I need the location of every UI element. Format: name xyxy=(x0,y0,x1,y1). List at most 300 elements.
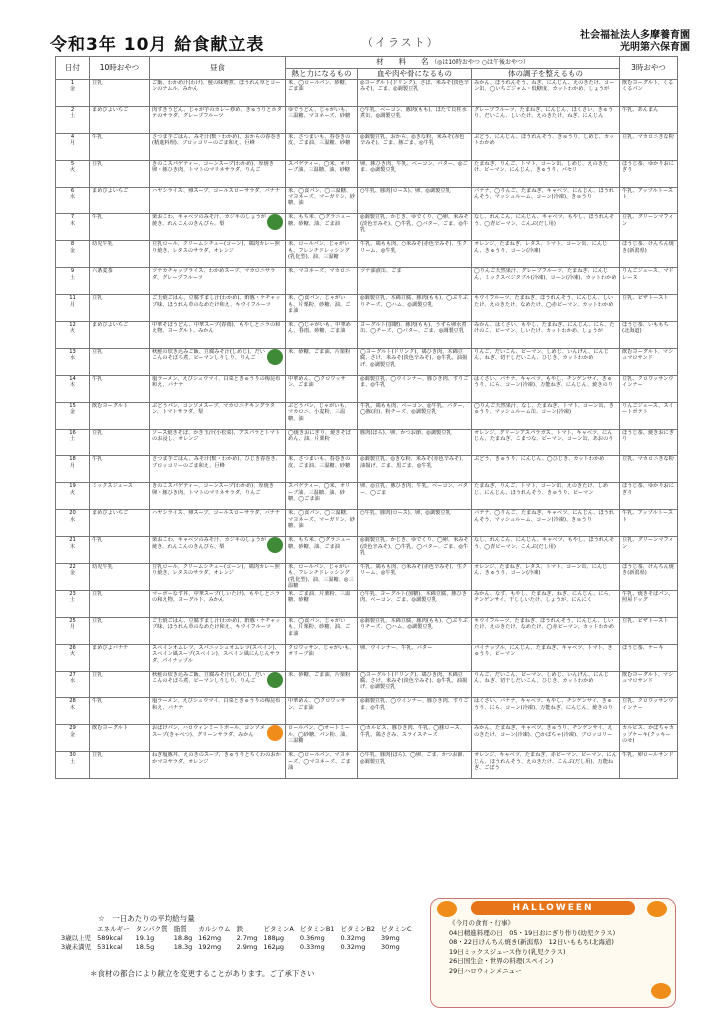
menu-row xyxy=(56,590,678,617)
snack10-cell-text: まめびよいちご xyxy=(92,187,129,194)
snack10-cell-text: 牛乳 xyxy=(92,375,103,382)
weekday: 火 xyxy=(69,651,76,658)
body-cell-text: はくさい、バナナ、キャベツ、もやし、チンゲンサイ、きゅうり、にら、コーン(冷凍)、万能ねぎ、にんじん、焼きのり xyxy=(474,375,613,389)
day-cell xyxy=(56,483,90,510)
snack3-cell-text: 豆乳、マカロニきな粉 xyxy=(622,133,674,140)
day-cell xyxy=(56,106,90,133)
energy-cell xyxy=(286,644,358,671)
energy-cell xyxy=(286,375,358,402)
blood-cell xyxy=(358,214,472,241)
blood-cell xyxy=(358,483,472,510)
energy-cell-text: 米、ロールパン、じゃがいも、フレンチドレッシング(乳化型)、油、三温糖、◎三温糖 xyxy=(288,564,354,590)
lunch-cell-text: ご玉焼ごはん、豆腐すまし汁(わかめ)、酢豚・ケチャップ味、ほうれん草のなめたけ和え、キウイフルーツ xyxy=(152,295,281,308)
day-cell xyxy=(56,698,90,725)
energy-cell xyxy=(286,214,358,241)
blood-cell xyxy=(358,402,472,429)
blood-cell-text: ◎調製豆乳、◯ウインナー、豚ひき肉、すりごま、◎牛乳 xyxy=(360,698,469,711)
menu-row xyxy=(56,187,678,214)
blood-cell-text: ○牛乳、豚肉(ばら)、◯卵、ごま、かつお節、◎調製豆乳 xyxy=(360,752,468,765)
body-cell xyxy=(472,725,620,752)
energy-cell-text: 米、◯食パン、じゃがいも、片栗粉、砂糖、油、ごま油 xyxy=(288,295,351,314)
body-cell xyxy=(472,752,620,779)
snack3-cell xyxy=(620,214,678,241)
weekday: 土 xyxy=(69,597,76,604)
snack3-cell-text: 豆乳、ピザトースト xyxy=(622,295,669,302)
snack3-cell-text: 飲むヨーグルト、くるくるパン xyxy=(622,80,674,93)
energy-cell xyxy=(286,564,358,591)
snack10-cell-text: まめびよいちご xyxy=(92,322,129,329)
energy-cell xyxy=(286,537,358,564)
body-cell-text: バナナ、◯りんご、たまねぎ、キャベツ、にんじん、ほうれんそう、マッシュルーム、コーン(冷凍)、きゅうり xyxy=(474,187,615,200)
energy-cell xyxy=(286,133,358,160)
body-cell-text: オレンジ、キャベツ、たまねぎ、赤ピーマン、ピーマン、にんじん、ほうれんそう、えのきたけ、こんぶ(だし用)、万能ねぎ、ごぼう xyxy=(474,752,617,772)
lunch-cell xyxy=(150,725,286,752)
snack10-cell xyxy=(90,590,150,617)
energy-cell-text: 中華めん、◯クロワッサン、ごま油 xyxy=(288,375,346,389)
snack10-cell xyxy=(90,80,150,107)
snack10-cell xyxy=(90,725,150,752)
energy-cell-text: 米、◯ロールパン、マヨネーズ、◯マヨネーズ、ごま油 xyxy=(288,752,351,772)
date-number: 6 xyxy=(70,187,75,194)
blood-cell xyxy=(358,590,472,617)
lunch-cell-text: きのこスパゲティー、コーンスープ(わかめ)、厚焼き卵・豚ひき肉、トマトのマリネサラダ、りんご xyxy=(152,160,274,174)
menu-row xyxy=(56,725,678,752)
lunch-cell-text: 豆乳ロール、クリームシチュー(コーン)、鶏肉カレー照り焼き、レタスのサラダ、オレンジ xyxy=(152,564,280,577)
body-cell xyxy=(472,456,620,483)
date-number: 5 xyxy=(70,160,75,167)
day-cell xyxy=(56,644,90,671)
snack10-cell-text: ミックスジュース xyxy=(92,483,133,490)
snack3-cell xyxy=(620,617,678,644)
day-cell xyxy=(56,617,90,644)
snack10-cell xyxy=(90,268,150,295)
lunch-cell xyxy=(150,752,286,779)
energy-cell-text: 米、さつまいも、春巻きの皮、ごま油、三温糖、砂糖 xyxy=(288,133,351,147)
snack10-cell-text: 幼児牛乳 xyxy=(92,241,113,248)
lunch-cell-text: マーボーなす丼、中華スープ(しいたけ)、もやしとニラの和え物、ヨーグルト、みかん xyxy=(152,590,281,604)
date-number: 19 xyxy=(69,483,76,490)
lunch-cell xyxy=(150,617,286,644)
date-number: 21 xyxy=(69,537,76,544)
lunch-cell-text: 栗おこわ、キャベツのみそ汁、カジキのしょうが焼き、れんこんのきんぴら、梨 xyxy=(152,537,266,550)
body-cell xyxy=(472,590,620,617)
snack3-cell xyxy=(620,510,678,537)
blood-cell-text: ○牛乳、ヨーグルト(加糖)、木綿豆腐、豚ひき肉、ベーコン、ごま、◎調製豆乳 xyxy=(360,590,467,604)
blood-cell-text: ヨーグルト(加糖)、豚肉(もも)、うずら卵水煮缶、◯チーズ、◯バター、ごま、◎調製豆乳 xyxy=(360,322,467,335)
snack3-cell xyxy=(620,698,678,725)
energy-cell xyxy=(286,590,358,617)
weekday: 月 xyxy=(69,462,76,469)
blood-cell-text: ◯カルピス、豚ひき肉、牛乳、◯豚ロース、牛乳、鶏ささみ、スライスチーズ xyxy=(360,725,466,738)
energy-cell-text: 米、砂糖、ごま油、片栗粉 xyxy=(288,348,351,355)
menu-row xyxy=(56,268,678,295)
body-cell xyxy=(472,295,620,322)
lunch-cell xyxy=(150,241,286,268)
energy-cell-text: 米、◯食パン、じゃがいも、片栗粉、砂糖、油、ごま油 xyxy=(288,617,351,637)
snack3-cell-text: ほうじ茶、ゆかりおにぎり xyxy=(622,483,674,496)
blood-cell xyxy=(358,456,472,483)
snack3-cell xyxy=(620,106,678,133)
energy-cell-text: 米、◯食パン、◯三温糖、マヨネーズ、マーガリン、砂糖、油 xyxy=(288,187,355,207)
blood-cell-text: 卵、豚ひき肉、牛乳、ベーコン、バター、◎ごま、◎調製豆乳 xyxy=(360,160,468,174)
energy-cell xyxy=(286,725,358,752)
body-cell xyxy=(472,268,620,295)
snack3-cell xyxy=(620,187,678,214)
body-cell-text: なし、れんこん、にんじん、キャベツ、もやし、ほうれんそう、◯青ピーマン、こんぶ(だし用) xyxy=(474,537,615,550)
nutrient-value: 18.3g xyxy=(173,943,193,951)
energy-cell-text: 米、もち米、◯グラニュー糖、砂糖、油、ごま油 xyxy=(288,537,351,550)
blood-cell-text: ◎調製豆乳、かじき、ゆでくり、◯卵、米みそ(淡色辛みそ)、◯牛乳、◯バター、ごま、◎牛乳 xyxy=(360,214,469,234)
summary-heading: ☆ 一日あたりの平均給与量 xyxy=(98,914,195,923)
blood-cell-text: 牛乳、鶏もも肉、○米みそ(赤色辛みそ)、生クリーム、◎牛乳 xyxy=(360,241,468,254)
body-cell-text: グレープフルーツ、たまねぎ、にんじん、ほくさい、きゅうり、だいこん、しいたけ、えのきたけ、ねぎ、にんじん xyxy=(474,106,614,120)
menu-table xyxy=(55,56,678,779)
menu-row xyxy=(56,456,678,483)
energy-cell xyxy=(286,671,358,698)
header-decoration: （イラスト） xyxy=(362,36,440,49)
row-label: 3歳以上児 xyxy=(61,934,92,942)
body-cell xyxy=(472,133,620,160)
snack10-cell-text: 豆乳 xyxy=(92,295,103,302)
snack3-cell xyxy=(620,537,678,564)
blood-cell-text: ◎調製豆乳、かじき、ゆでくり、◯卵、米みそ(淡色辛みそ)、◯牛乳、◯バター、ごま、◎牛乳 xyxy=(360,537,469,556)
energy-cell-text: ぶどうパン、じゃがいも、マカロニ、小麦粉、三温糖、油 xyxy=(288,402,350,422)
lunch-cell-text: 秋鮭の炊き込みご飯、豆腐みそ汁(しめじ)、だいこんのそぼろ煮、ピーマンしりしり、りんご xyxy=(152,348,265,362)
notice-text: ＊食材の都合により献立を変更することがあります。ご了承下さい xyxy=(90,969,315,978)
menu-row xyxy=(56,564,678,591)
weekday: 木 xyxy=(69,704,76,711)
energy-cell-text: 米、ごま油、片栗粉、三温糖、砂糖 xyxy=(288,590,351,604)
energy-cell-text: 米、◯ロールパン、砂糖、ごま油 xyxy=(288,80,350,93)
event-item: 19日ミックスジュース作り(乳児クラス) xyxy=(449,947,566,956)
events-list xyxy=(449,919,615,976)
date-number: 27 xyxy=(69,671,76,678)
menu-row xyxy=(56,671,678,698)
date-number: 25 xyxy=(69,617,76,624)
blood-cell-text: ○牛乳、ベーコン、豚肉(もも)、ほたて貝柱水煮缶、◎調製豆乳 xyxy=(360,106,467,120)
snack10-cell-text: 豆乳 xyxy=(92,752,103,759)
blood-cell xyxy=(358,617,472,644)
date-number: 28 xyxy=(69,698,76,705)
energy-cell xyxy=(286,752,358,779)
pumpkin-icon xyxy=(267,725,283,741)
blood-cell-text: 牛乳、鶏もも肉、○米みそ(赤色辛みそ)、生クリーム、◎牛乳 xyxy=(360,564,468,577)
nutrient-value: 18.5g xyxy=(135,943,155,951)
date-number: 11 xyxy=(69,295,76,302)
col-blood: 血や肉や骨になるもの xyxy=(358,69,472,80)
snack3-cell xyxy=(620,402,678,429)
energy-cell xyxy=(286,698,358,725)
body-cell-text: バナナ、◯りんご、たまねぎ、キャベツ、にんじん、ほうれんそう、マッシュルーム、コーン(冷凍)、きゅうり xyxy=(474,510,615,523)
body-cell-text: オレンジ、たまねぎ、レタス、トマト、コーン缶、にんじん、きゅうり、コーン(冷凍) xyxy=(474,564,608,577)
pumpkin-icon xyxy=(651,983,671,999)
snack10-cell xyxy=(90,644,150,671)
weekday: 月 xyxy=(69,624,76,631)
blood-cell xyxy=(358,241,472,268)
blood-cell-text: 卵、◎豆乳、豚ひき肉、牛乳、ベーコン、バター、◯ごま xyxy=(360,483,468,496)
energy-cell-text: 米、ロールパン、じゃがいも、フレンチドレッシング(乳化型)、油、三温糖 xyxy=(288,241,350,261)
energy-cell xyxy=(286,295,358,322)
energy-cell xyxy=(286,510,358,537)
snack10-cell xyxy=(90,510,150,537)
body-cell xyxy=(472,106,620,133)
weekday: 金 xyxy=(69,409,76,416)
nutrient-value: 162mg xyxy=(198,934,222,942)
blood-cell xyxy=(358,698,472,725)
menu-row xyxy=(56,295,678,322)
lunch-cell xyxy=(150,295,286,322)
nutrient-value: 0.36mg xyxy=(299,934,325,942)
ingredients-note: （◎は10時おやつ ○は午後おやつ） xyxy=(430,59,529,66)
menu-row xyxy=(56,375,678,402)
row-label: 3歳未満児 xyxy=(61,943,92,951)
lunch-cell xyxy=(150,698,286,725)
body-cell xyxy=(472,241,620,268)
energy-cell xyxy=(286,617,358,644)
nutrient-value: 188μg xyxy=(263,934,285,942)
day-cell xyxy=(56,537,90,564)
energy-cell xyxy=(286,187,358,214)
snack3-cell-text: ほうじ茶、ケーキ xyxy=(622,644,664,651)
day-cell xyxy=(56,322,90,349)
nutrient-value: 0.32mg xyxy=(340,934,366,942)
snack10-cell xyxy=(90,402,150,429)
weekday: 火 xyxy=(69,167,76,174)
snack10-cell-text: まめびよバナナ xyxy=(92,644,129,651)
lunch-cell xyxy=(150,402,286,429)
blood-cell-text: ◎調製豆乳、木綿豆腐、豚肉(もも)、◯ぶりぶりチーズ、◯ハム、◎調製豆乳 xyxy=(360,295,468,308)
day-cell xyxy=(56,752,90,779)
blood-cell-text: ○牛乳、豚肉(ロース)、卵、◎調製豆乳 xyxy=(360,187,451,194)
snack3-cell-text: りんごジュース、スイートポテト xyxy=(622,402,674,416)
snack3-cell xyxy=(620,295,678,322)
nutrient-value: 589kcal xyxy=(97,934,123,942)
body-cell-text: ◯りんご天然果汁、グレープフルーツ、たまねぎ、にんじん、ミックスベジタブル(冷凍)、コーン(冷凍)、カットわかめ xyxy=(474,268,617,281)
snack3-cell-text: 飲むヨーグルト、マシュマロサンド xyxy=(622,348,674,362)
nutrient-value: 0.32mg xyxy=(340,943,366,951)
lunch-cell xyxy=(150,187,286,214)
menu-row xyxy=(56,752,678,779)
energy-cell-text: ◯焼きおにぎり、焼きそばめん、油、片栗粉 xyxy=(288,429,351,442)
snack3-cell xyxy=(620,429,678,456)
energy-cell-text: ロールパン、◯オートミール、◯砂糖、パン粉、油、三温糖 xyxy=(288,725,351,745)
day-cell xyxy=(56,80,90,107)
event-item: 08・22日けんちん焼き(新潟県) 12日いももち(北海道) xyxy=(449,938,614,946)
snack3-cell xyxy=(620,752,678,779)
energy-cell-text: スパゲティー、◯米、オリーブ油、三温糖、油、砂糖、◯ごま油 xyxy=(288,483,351,503)
col-lunch: 昼食 xyxy=(150,57,286,80)
blood-cell xyxy=(358,295,472,322)
date-number: 22 xyxy=(69,564,76,571)
energy-cell xyxy=(286,268,358,295)
weekday: 木 xyxy=(69,382,76,389)
energy-cell xyxy=(286,241,358,268)
organization xyxy=(580,30,690,54)
day-cell xyxy=(56,456,90,483)
snack10-cell-text: 豆乳 xyxy=(92,429,103,436)
body-cell xyxy=(472,537,620,564)
pumpkin-icon xyxy=(437,901,457,917)
snack3-cell-text: 飲むヨーグルト、マシュマロサンド xyxy=(622,671,674,684)
menu-row xyxy=(56,214,678,241)
weekday: 水 xyxy=(69,516,76,523)
blood-cell xyxy=(358,429,472,456)
weekday: 水 xyxy=(69,355,76,362)
lunch-cell-text: ハヤシライス、卵スープ、コールスローサラダ、バナナ xyxy=(152,187,281,194)
nutrient-header: エネルギー xyxy=(97,925,130,933)
blood-cell-text: ツナ油漬缶、ごま xyxy=(360,268,402,275)
snack10-cell xyxy=(90,564,150,591)
body-cell xyxy=(472,375,620,402)
blood-cell-text: ◯ヨーグルト(ドリンク)、鶏ひき肉、木綿豆腐、さけ、米みそ(淡色辛みそ)、◎牛乳、油揚げ、◎調製豆乳 xyxy=(360,348,468,368)
snack10-cell-text: 幼児牛乳 xyxy=(92,564,113,571)
body-cell-text: たまねぎ、りんご、トマト、コーン缶、しめじ、えのきたけ、ピーマン、にんじん、きゅうり、パセリ xyxy=(474,160,609,174)
snack10-cell xyxy=(90,483,150,510)
day-cell xyxy=(56,348,90,375)
blood-cell xyxy=(358,133,472,160)
weekday: 土 xyxy=(69,113,76,120)
lunch-cell xyxy=(150,348,286,375)
snack10-cell-text: 牛乳 xyxy=(92,537,103,544)
nutrient-header: ビタミンB1 xyxy=(299,925,335,933)
menu-row xyxy=(56,322,678,349)
day-cell xyxy=(56,133,90,160)
energy-cell-text: 米、マヨネーズ、マカロニ xyxy=(288,268,351,275)
date-number: 30 xyxy=(69,752,76,759)
menu-row xyxy=(56,483,678,510)
snack3-cell xyxy=(620,268,678,295)
weekday: 土 xyxy=(69,435,76,442)
snack10-cell xyxy=(90,698,150,725)
body-cell xyxy=(472,698,620,725)
lunch-cell xyxy=(150,160,286,187)
blood-cell xyxy=(358,375,472,402)
lunch-cell-text: ハヤシライス、卵スープ、コールスローサラダ、バナナ xyxy=(152,510,281,517)
snack10-cell-text: 豆乳 xyxy=(92,590,103,597)
date-number: 2 xyxy=(70,106,75,113)
nutrient-header: 鉄 xyxy=(236,925,244,933)
events-box xyxy=(430,898,676,1008)
body-cell-text: ◯りんご天然果汁、なし、たまねぎ、トマト、コーン缶、きゅうり、マッシュルーム缶、コーン(冷凍) xyxy=(474,402,614,416)
body-cell-text: オレンジ、グリーンアスパラガス、トマト、キャベツ、にんじん、たまねぎ、こまつな、ピーマン、コーン缶、あおのり xyxy=(474,429,614,442)
snack3-cell xyxy=(620,322,678,349)
lunch-cell xyxy=(150,510,286,537)
weekday: 月 xyxy=(69,140,76,147)
body-cell xyxy=(472,617,620,644)
snack3-cell xyxy=(620,348,678,375)
snack10-cell-text: 飲むヨーグルト xyxy=(92,725,129,732)
snack3-cell xyxy=(620,241,678,268)
date-number: 18 xyxy=(69,456,76,463)
lunch-cell-text: きのこスパゲティー、コーンスープ(わかめ)、厚焼き卵・豚ひき肉、トマトのマリネサラダ、りんご xyxy=(152,483,274,496)
nutrient-header: ビタミンC xyxy=(381,925,412,933)
weekday: 金 xyxy=(69,570,76,577)
snack10-cell xyxy=(90,133,150,160)
energy-cell xyxy=(286,80,358,107)
ingredients-label: 材 料 名 xyxy=(376,57,429,66)
menu-row xyxy=(56,698,678,725)
snack3-cell xyxy=(620,671,678,698)
energy-cell xyxy=(286,322,358,349)
nutrition-summary xyxy=(58,914,418,952)
blood-cell-text: 卵、ウインナー、牛乳、バター xyxy=(360,644,433,651)
nutrient-value: 0.33mg xyxy=(299,943,325,951)
blood-cell xyxy=(358,348,472,375)
body-cell-text: ぶどう、にんじん、ほうれんそう、きゅうり、しめじ、カットわかめ xyxy=(474,133,615,147)
blood-cell-text: ○牛乳、豚肉(ロース)、卵、◎調製豆乳 xyxy=(360,510,451,517)
snack3-cell-text: 牛乳、あんまん xyxy=(622,106,659,113)
weekday: 火 xyxy=(69,489,76,496)
energy-cell-text: 中華めん、◯クロワッサン、ごま油 xyxy=(288,698,346,711)
body-cell xyxy=(472,564,620,591)
lunch-cell-text: 肉すきうどん、じゃが芋のカレー炒め、きゅうりとホタテのサラダ、グレープフルーツ xyxy=(152,106,282,120)
body-cell xyxy=(472,671,620,698)
nutrient-header: 脂質 xyxy=(173,925,187,933)
snack10-cell-text: 豆乳 xyxy=(92,671,103,678)
snack3-cell-text: 豆乳、グリーンマフィン xyxy=(622,537,674,550)
nutrient-value: 18.8g xyxy=(173,934,193,942)
lunch-cell xyxy=(150,590,286,617)
blood-cell-text: ◯ヨーグルト(ドリンク)、鶏ひき肉、木綿豆腐、さけ、米みそ(淡色辛みそ)、◎牛乳、油揚げ、◎調製豆乳 xyxy=(360,671,468,691)
menu-row xyxy=(56,510,678,537)
energy-cell-text: 米、もち米、◯グラニュー糖、砂糖、油、ごま油 xyxy=(288,214,351,227)
day-cell xyxy=(56,375,90,402)
lunch-cell xyxy=(150,133,286,160)
blood-cell xyxy=(358,644,472,671)
col-body: 体の調子を整えるもの xyxy=(472,69,620,80)
snack10-cell-text: 牛乳 xyxy=(92,214,103,221)
day-cell xyxy=(56,402,90,429)
vegetable-icon xyxy=(267,214,283,230)
snack3-cell-text: ほうじ茶、けんちん焼き(新潟県) xyxy=(622,564,674,577)
pumpkin-icon xyxy=(647,901,667,917)
body-cell xyxy=(472,348,620,375)
weekday: 土 xyxy=(69,274,76,281)
weekday: 金 xyxy=(69,731,76,738)
body-cell xyxy=(472,510,620,537)
lunch-cell xyxy=(150,268,286,295)
energy-cell-text: スパゲティー、◯米、オリーブ油、三温糖、油、砂糖 xyxy=(288,160,351,174)
snack3-cell xyxy=(620,644,678,671)
lunch-cell-text: 塩ラーメン、えびシュウマイ、白菜ときゅうりの梅昆布和え、バナナ xyxy=(152,375,281,389)
blood-cell xyxy=(358,510,472,537)
menu-row xyxy=(56,106,678,133)
menu-row xyxy=(56,617,678,644)
lunch-cell-text: スペインオムレツ、スパニッシュオムレツ(スペイン)、スペイン風スープ(スペイン)、スペイン風にんじんサラダ、パイナップル xyxy=(152,644,281,664)
lunch-cell xyxy=(150,106,286,133)
snack3-cell-text: ほうじ茶、焼きおにぎり xyxy=(622,429,674,442)
blood-cell xyxy=(358,80,472,107)
snack3-cell xyxy=(620,160,678,187)
snack3-cell-text: 豆乳、グリーンマフィン xyxy=(622,214,674,227)
day-cell xyxy=(56,510,90,537)
snack10-cell-text: 豆乳 xyxy=(92,160,103,167)
lunch-cell xyxy=(150,375,286,402)
body-cell-text: はくさい、バナナ、キャベツ、もやし、チンゲンサイ、きゅうり、にら、コーン(冷凍)、万能ねぎ、にんじん、焼きのり xyxy=(474,698,613,711)
body-cell xyxy=(472,644,620,671)
weekday: 水 xyxy=(69,193,76,200)
date-number: 29 xyxy=(69,725,76,732)
energy-cell xyxy=(286,456,358,483)
day-cell xyxy=(56,214,90,241)
lunch-cell-text: ぶどうパン、コンソメスープ、マカロニチキングラタン、トマトサラダ、梨 xyxy=(152,402,275,416)
snack10-cell-text: 豆乳 xyxy=(92,80,103,86)
blood-cell-text: ◎調製豆乳、◯ウインナー、豚ひき肉、すりごま、◎牛乳 xyxy=(360,375,469,389)
energy-cell xyxy=(286,402,358,429)
blood-cell xyxy=(358,187,472,214)
snack3-cell xyxy=(620,483,678,510)
snack3-cell-text: ほうじ茶、けんちん焼き(新潟県) xyxy=(622,241,674,254)
